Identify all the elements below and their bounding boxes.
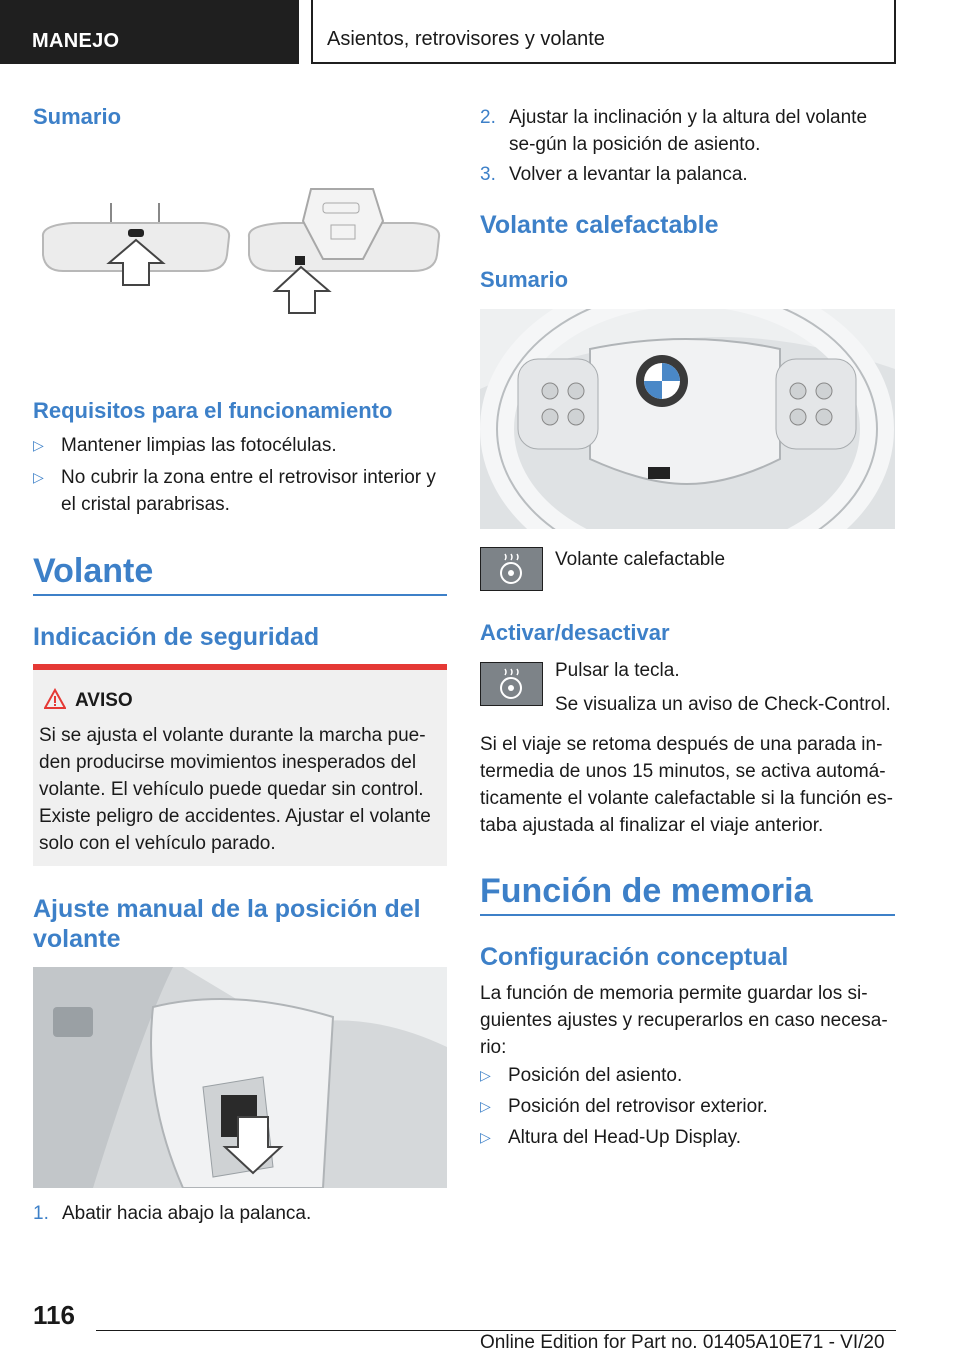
- triangle-bullet-icon: ▷: [480, 1098, 491, 1114]
- mirror-illustration: [33, 185, 447, 325]
- memoria-heading: Función de memoria: [480, 872, 813, 910]
- triangle-bullet-icon: ▷: [480, 1129, 491, 1145]
- section-title: Asientos, retrovisores y volante: [311, 0, 896, 64]
- ajuste-heading: Ajuste manual de la posición del volante: [33, 895, 421, 953]
- icon-caption: Volante calefactable: [555, 549, 726, 570]
- requisitos-heading: Requisitos para el funcionamiento: [33, 398, 393, 423]
- heated-wheel-button[interactable]: [480, 547, 543, 591]
- heated-steering-wheel-icon: [481, 548, 542, 590]
- heated-steering-wheel-icon: [481, 663, 542, 705]
- steering-wheel-drawing: [480, 309, 895, 529]
- section-rule: [480, 914, 895, 916]
- section-rule: [33, 594, 447, 596]
- config-heading: Configuración conceptual: [480, 943, 789, 971]
- footer-edition: Online Edition for Part no. 01405A10E71 - VI/20: [480, 1332, 885, 1353]
- warning-text: Si se ajusta el volante durante la marcha pue-den producirse movimientos inesperados del volante. El vehículo puede quedar sin control. Existe peligro de accidentes. Ajustar el volante solo con el vehículo parado.: [39, 725, 431, 854]
- warning-title: AVISO: [75, 690, 133, 711]
- activar-paragraph: Si el viaje se retoma después de una parada in-termedia de unos 15 minutos, se activa automá-ticamente el volante calefactable si la función es-taba ajustada al finalizar el viaje anterior.: [480, 734, 893, 836]
- calefactable-heading: Volante calefactable: [480, 211, 719, 239]
- config-paragraph: La función de memoria permite guardar los si-guientes ajustes y recuperarlos en caso necesa-rio:: [480, 983, 888, 1058]
- lever-drawing: [33, 967, 447, 1188]
- activar-line-2: Se visualiza un aviso de Check-Control.: [555, 694, 891, 715]
- heated-wheel-button-2[interactable]: [480, 662, 543, 706]
- triangle-bullet-icon: ▷: [33, 469, 44, 485]
- page-number: 116: [33, 1300, 75, 1330]
- lever-illustration: [33, 967, 447, 1188]
- sumario-heading: Sumario: [33, 104, 122, 129]
- warning-triangle-icon: [44, 688, 66, 710]
- sumario-heading-right: Sumario: [480, 267, 569, 292]
- triangle-bullet-icon: ▷: [480, 1067, 491, 1083]
- chapter-tab: MANEJO: [0, 0, 299, 64]
- activar-heading: Activar/desactivar: [480, 620, 670, 645]
- activar-line-1: Pulsar la tecla.: [555, 660, 680, 681]
- steering-wheel-illustration: [480, 309, 895, 529]
- triangle-bullet-icon: ▷: [33, 437, 44, 453]
- volante-heading: Volante: [33, 552, 154, 590]
- footer-rule: [96, 1330, 896, 1331]
- mirror-drawing: [33, 185, 447, 325]
- seguridad-heading: Indicación de seguridad: [33, 623, 320, 651]
